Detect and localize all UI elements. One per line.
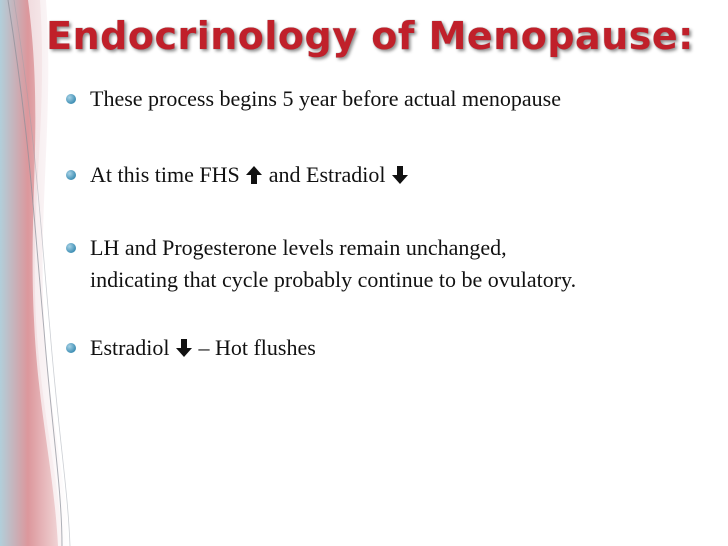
bullet-item-3: [64, 232, 704, 296]
bullet-text: These process begins 5 year before actual menopause: [90, 86, 561, 111]
bullet-marker: [66, 343, 76, 353]
bullet-marker: [66, 94, 76, 104]
bullet-text-line1: LH and Progesterone levels remain unchanged,: [90, 235, 507, 260]
bullet-list: [64, 83, 704, 364]
bullet-text-line2: indicating that cycle probably continue to be ovulatory.: [90, 267, 577, 292]
bullet-marker: [66, 243, 76, 253]
bullet-text-part1: Estradiol: [90, 335, 170, 360]
arrow-up-icon: [245, 165, 263, 185]
arrow-down-icon: [175, 338, 193, 358]
bullet-text-part1: At this time FHS: [90, 162, 240, 187]
bullet-item-2: [64, 159, 704, 191]
arrow-down-icon: [391, 165, 409, 185]
bullet-marker: [66, 170, 76, 180]
bullet-text-part2: – Hot flushes: [198, 335, 316, 360]
bullet-text-part2: and Estradiol: [268, 162, 386, 187]
bullet-item-4: [64, 332, 704, 364]
bullet-item-1: [64, 83, 704, 115]
slide-title: Endocrinology of Menopause:: [46, 14, 694, 58]
